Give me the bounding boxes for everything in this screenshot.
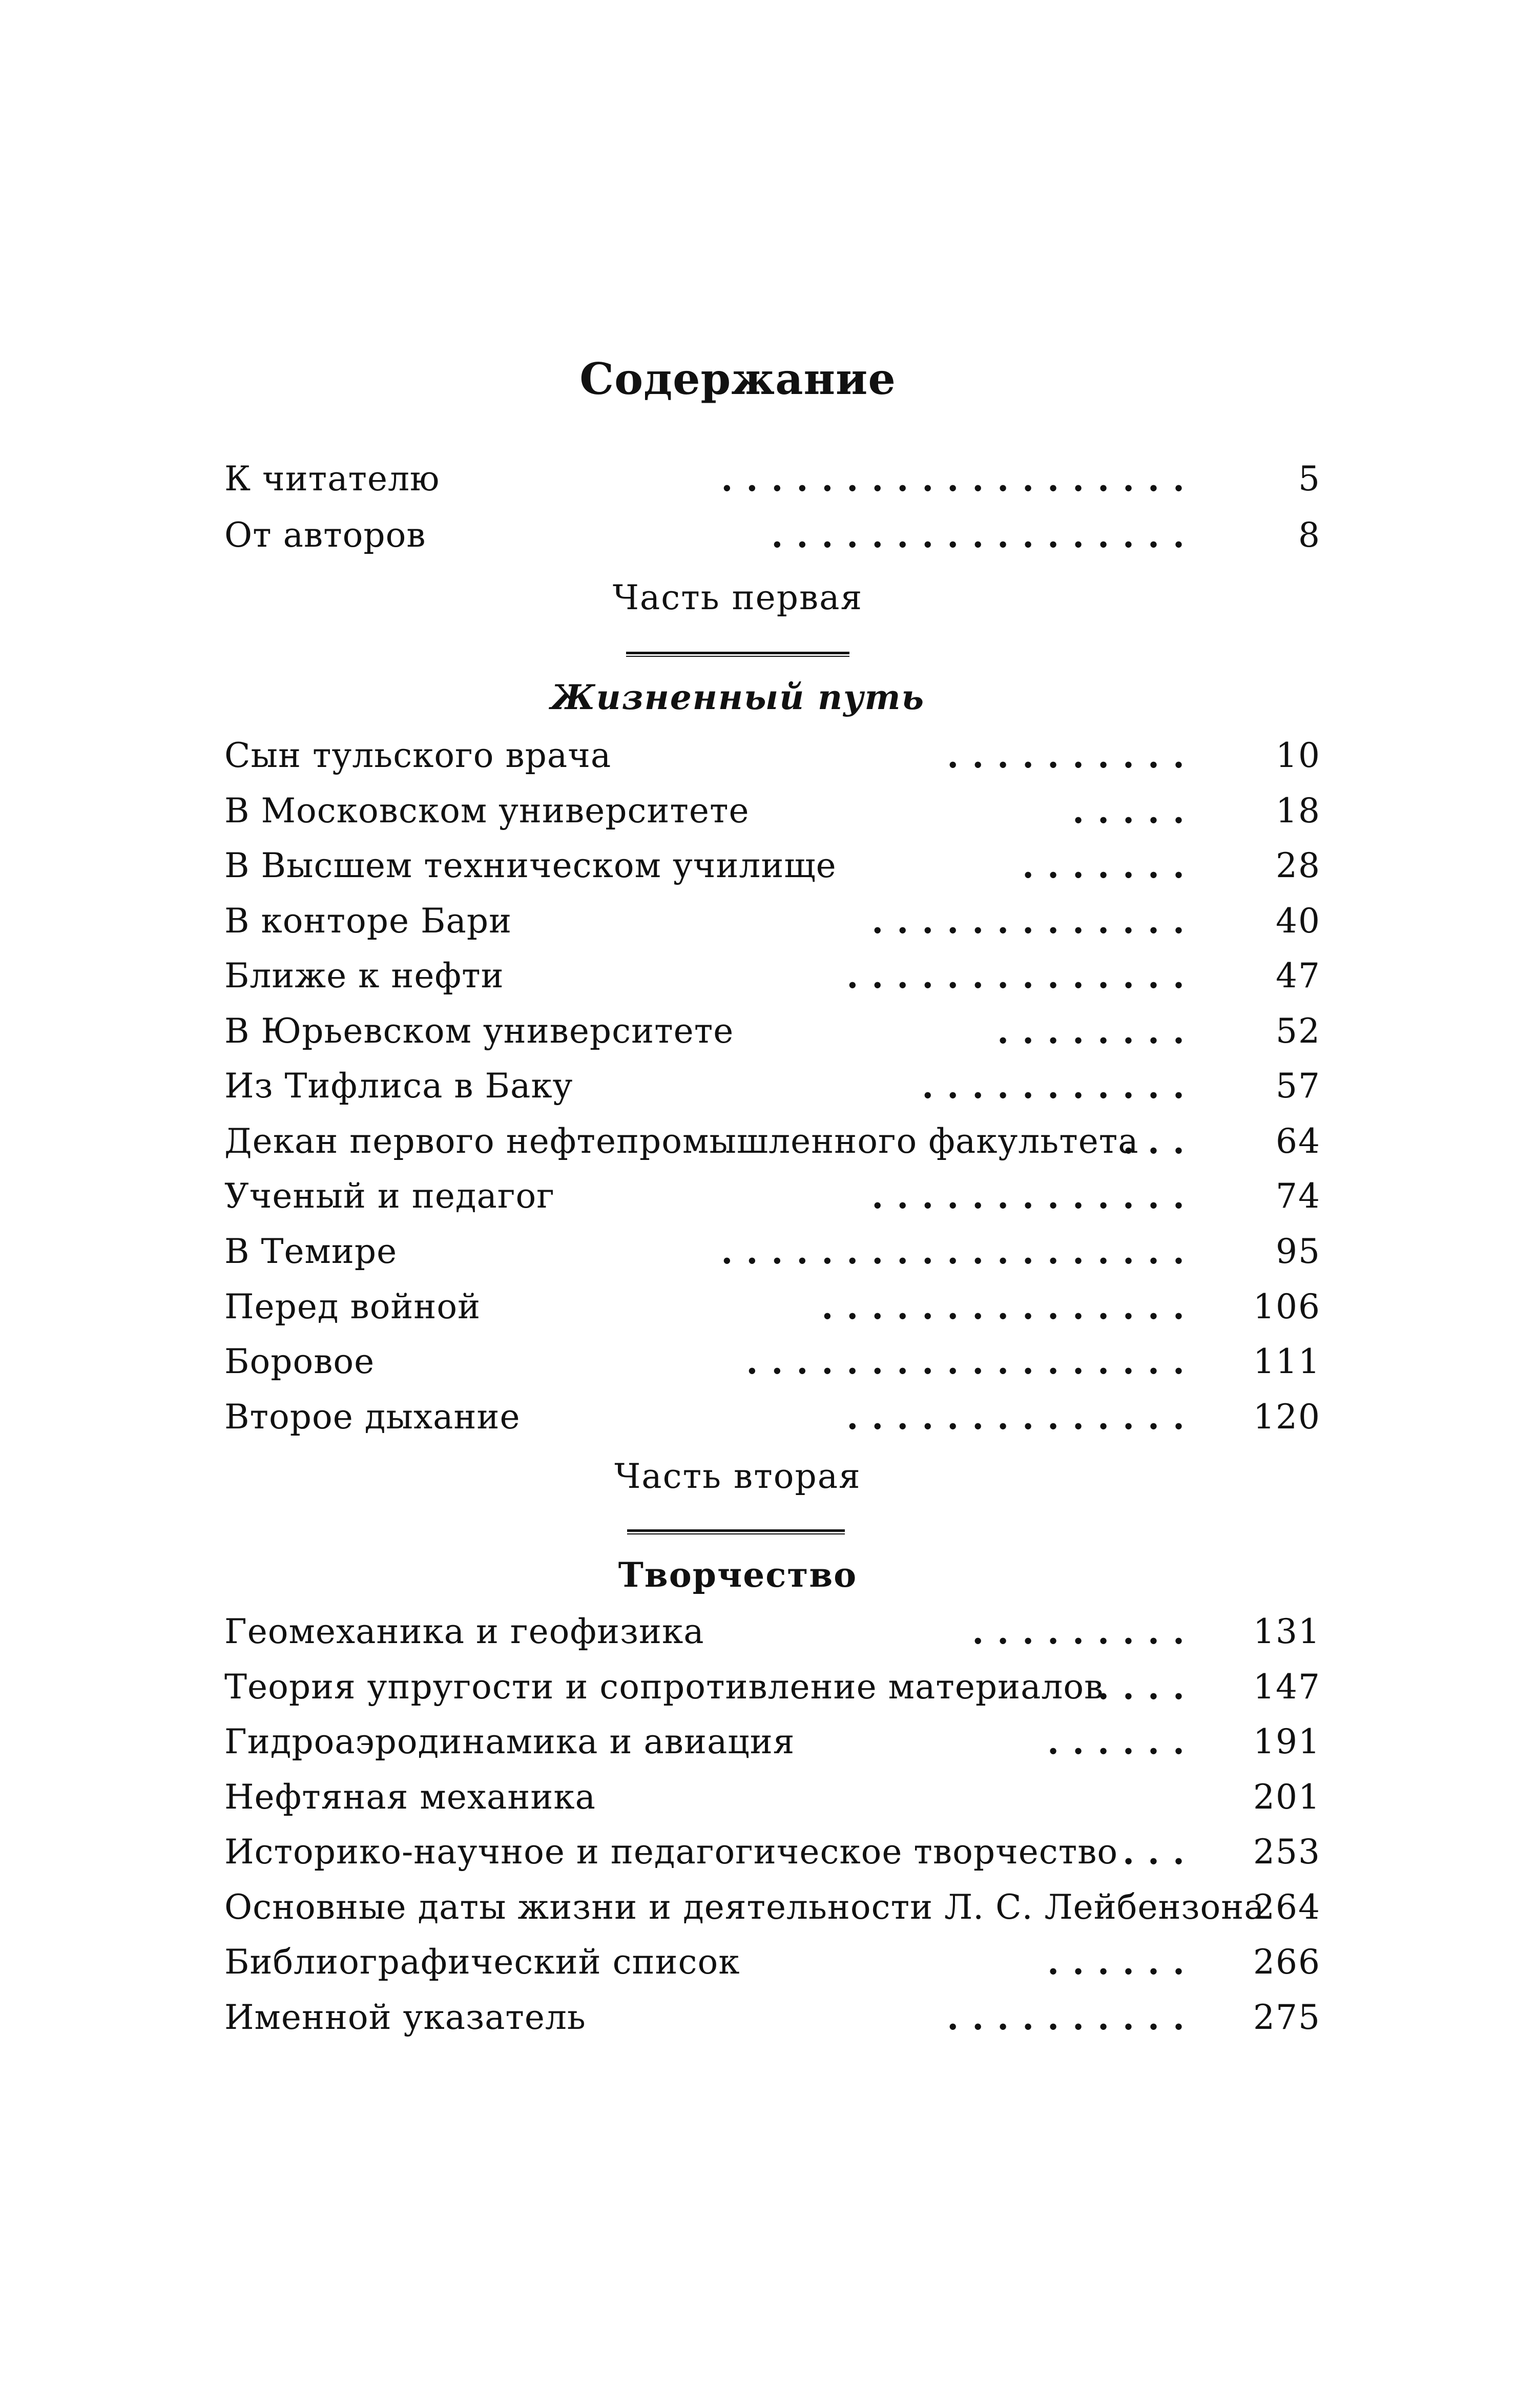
toc-entry-page: 18 bbox=[1276, 791, 1321, 831]
part-one-section-title: Жизненный путь bbox=[551, 677, 925, 717]
toc-entry bbox=[224, 733, 1321, 784]
part-two-divider bbox=[627, 1529, 845, 1534]
toc-entry-page: 95 bbox=[1276, 1232, 1321, 1271]
toc-entry-page: 5 bbox=[1298, 459, 1321, 499]
toc-entry-title: Основные даты жизни и деятельности Л. С. Лейбензона bbox=[224, 1887, 1265, 1927]
toc-entry-page: 191 bbox=[1253, 1722, 1321, 1761]
toc-entry bbox=[224, 1008, 1321, 1060]
toc-entry bbox=[224, 843, 1321, 894]
toc-entry-title: Перед войной bbox=[224, 1287, 481, 1326]
toc-entry-title: Второе дыхание bbox=[224, 1397, 521, 1437]
toc-entry-page: 275 bbox=[1253, 1998, 1321, 2037]
toc-entry-page: 111 bbox=[1253, 1342, 1321, 1381]
toc-entry bbox=[224, 788, 1321, 839]
toc-entry-page: 52 bbox=[1276, 1011, 1321, 1051]
toc-entry-title: Ближе к нефти bbox=[224, 956, 504, 995]
toc-entry-title: Нефтяная механика bbox=[224, 1777, 596, 1817]
part-one-label: Часть первая bbox=[612, 578, 863, 617]
toc-entry-page: 28 bbox=[1276, 846, 1321, 885]
dot-leader: ... bbox=[1123, 1122, 1198, 1161]
toc-entry-page: 266 bbox=[1253, 1942, 1321, 1982]
dot-leader: ........ bbox=[997, 1011, 1198, 1051]
dot-leader: ....... bbox=[1022, 846, 1198, 886]
toc-entry-title: От авторов bbox=[224, 515, 426, 555]
dot-leader: .............. bbox=[846, 956, 1198, 996]
toc-entry-title: Боровое bbox=[224, 1342, 375, 1381]
page-title: Содержание bbox=[579, 354, 896, 404]
toc-entry-title: Ученый и педагог bbox=[224, 1176, 555, 1216]
dot-leader: ................. bbox=[771, 515, 1198, 555]
toc-entry-title: Декан первого нефтепромышленного факультета bbox=[224, 1122, 1139, 1161]
dot-leader: .......... bbox=[947, 1998, 1198, 2038]
dot-leader: ... bbox=[1123, 1832, 1198, 1872]
toc-entry-page: 64 bbox=[1276, 1122, 1321, 1161]
toc-entry-title: Сын тульского врача bbox=[224, 736, 612, 775]
toc-entry bbox=[224, 898, 1321, 949]
toc-entry bbox=[224, 1339, 1321, 1390]
toc-entry bbox=[224, 953, 1321, 1004]
toc-entry-title: Библиографический список bbox=[224, 1942, 740, 1982]
toc-entry-title: В Высшем техническом училище bbox=[224, 846, 837, 885]
part-two-section-title: Творчество bbox=[618, 1555, 858, 1595]
toc-entry-title: В конторе Бари bbox=[224, 901, 512, 941]
dot-leader: ......... bbox=[972, 1612, 1198, 1652]
toc-entry-page: 47 bbox=[1276, 956, 1321, 995]
dot-leader: ................... bbox=[721, 1232, 1198, 1272]
dot-leader: ...... bbox=[1047, 1942, 1198, 1982]
toc-entry bbox=[224, 1118, 1321, 1170]
toc-entry-page: 40 bbox=[1276, 901, 1321, 941]
dot-leader: ................... bbox=[721, 459, 1198, 499]
toc-entry bbox=[224, 1774, 1321, 1825]
toc-entry-title: К читателю bbox=[224, 459, 440, 499]
dot-leader: ..... bbox=[1072, 791, 1198, 831]
dot-leader: .............. bbox=[846, 1397, 1198, 1437]
toc-entry-page: 8 bbox=[1298, 515, 1321, 555]
toc-entry-title: В Темире bbox=[224, 1232, 398, 1271]
toc-entry-title: В Московском университете bbox=[224, 791, 750, 831]
toc-entry bbox=[224, 1829, 1321, 1880]
dot-leader: .... bbox=[1097, 1667, 1198, 1707]
toc-entry bbox=[224, 1939, 1321, 1990]
dot-leader: ........... bbox=[922, 1066, 1198, 1106]
toc-entry bbox=[224, 1609, 1321, 1660]
dot-leader: ...... bbox=[1047, 1722, 1198, 1762]
part-two-label: Часть вторая bbox=[614, 1457, 861, 1496]
toc-entry-title: Геомеханика и геофизика bbox=[224, 1612, 704, 1651]
dot-leader: ............... bbox=[821, 1287, 1198, 1327]
toc-entry bbox=[224, 1884, 1321, 1936]
toc-entry bbox=[224, 1063, 1321, 1114]
toc-entry-title: Именной указатель bbox=[224, 1998, 586, 2037]
toc-entry-from-authors bbox=[224, 512, 1321, 564]
toc-entry-title: Историко-научное и педагогическое творчество bbox=[224, 1832, 1118, 1872]
toc-entry-title: В Юрьевском университете bbox=[224, 1011, 734, 1051]
toc-entry-page: 201 bbox=[1253, 1777, 1321, 1817]
dot-leader: .................. bbox=[746, 1342, 1198, 1382]
toc-entry-page: 106 bbox=[1253, 1287, 1321, 1326]
toc-entry-page: 74 bbox=[1276, 1176, 1321, 1216]
toc-entry-page: 57 bbox=[1276, 1066, 1321, 1106]
toc-entry-to-reader bbox=[224, 456, 1321, 507]
toc-entry-page: 253 bbox=[1253, 1832, 1321, 1872]
dot-leader: .......... bbox=[947, 736, 1198, 776]
toc-entry-page: 264 bbox=[1253, 1887, 1321, 1927]
toc-entry bbox=[224, 1284, 1321, 1335]
toc-entry-page: 120 bbox=[1253, 1397, 1321, 1437]
toc-entry bbox=[224, 1394, 1321, 1445]
toc-entry-title: Гидроаэродинамика и авиация bbox=[224, 1722, 795, 1761]
dot-leader: ............. bbox=[871, 1176, 1198, 1216]
toc-entry bbox=[224, 1719, 1321, 1770]
dot-leader: ............. bbox=[871, 901, 1198, 941]
part-one-divider bbox=[626, 652, 849, 657]
toc-entry bbox=[224, 1173, 1321, 1224]
toc-entry-page: 131 bbox=[1253, 1612, 1321, 1651]
toc-entry bbox=[224, 1229, 1321, 1280]
toc-entry-title: Теория упругости и сопротивление материалов bbox=[224, 1667, 1104, 1707]
toc-entry bbox=[224, 1995, 1321, 2046]
toc-entry-title: Из Тифлиса в Баку bbox=[224, 1066, 573, 1106]
toc-entry bbox=[224, 1664, 1321, 1715]
toc-entry-page: 10 bbox=[1276, 736, 1321, 775]
toc-entry-page: 147 bbox=[1253, 1667, 1321, 1707]
